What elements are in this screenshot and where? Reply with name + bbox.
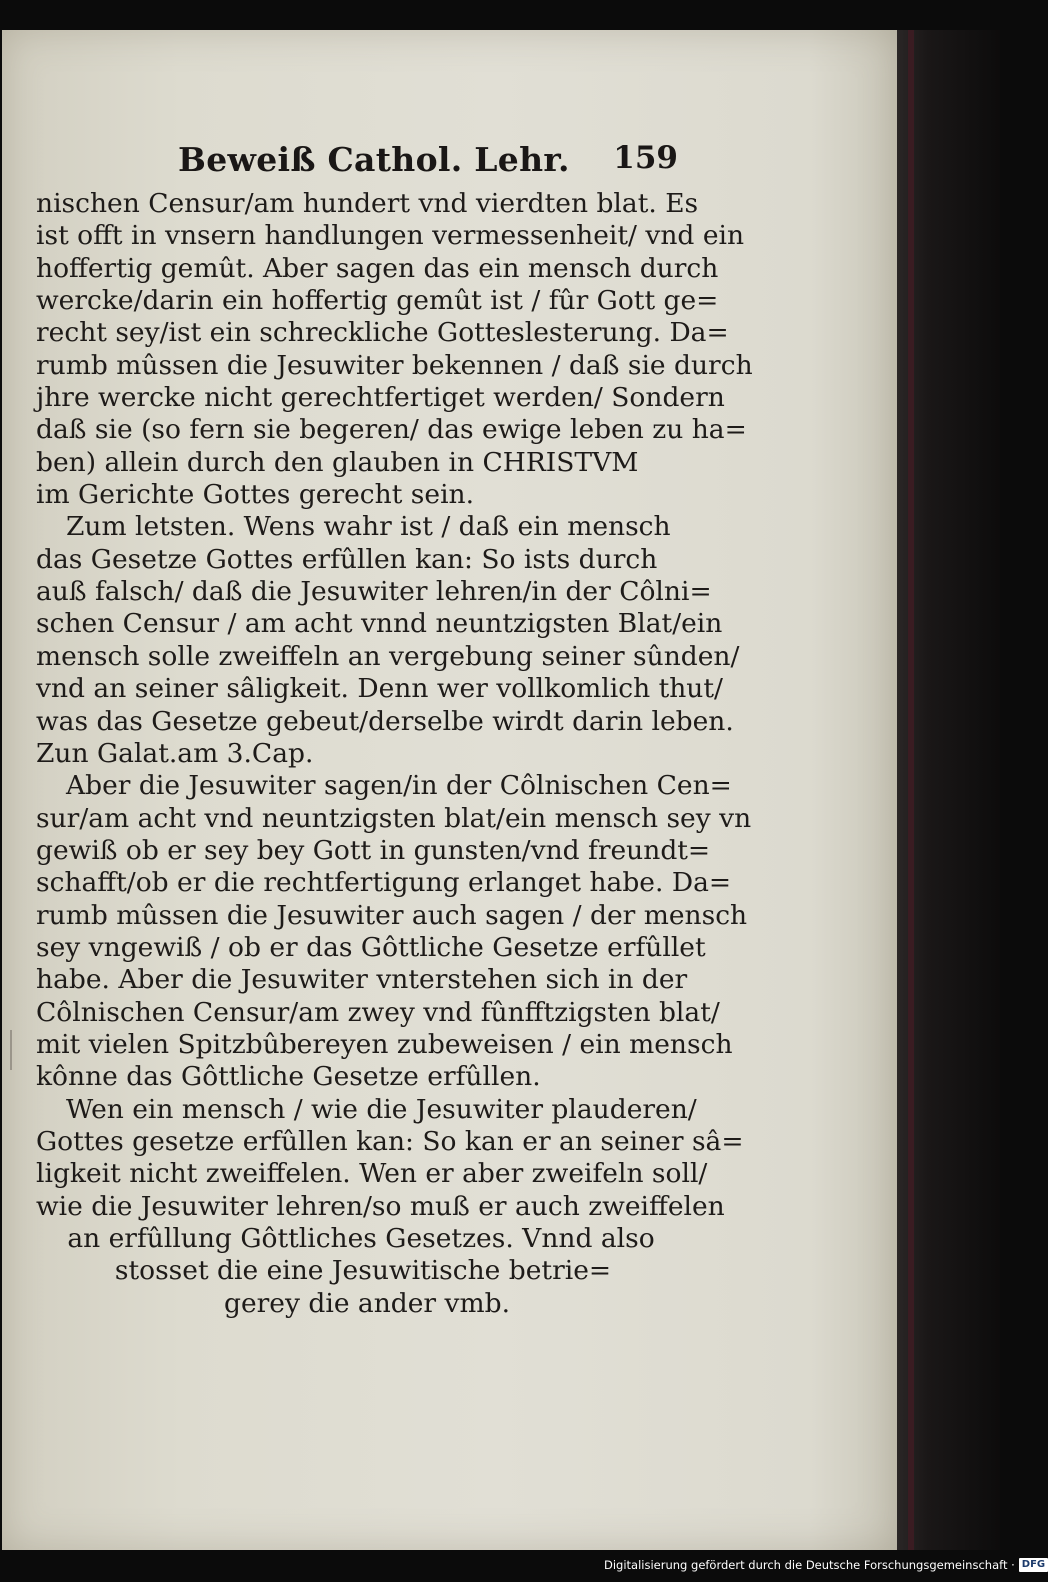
text-line: mit vielen Spitzbûbereyen zubeweisen / ein mensch [36, 1028, 733, 1060]
text-line: ist offt in vnsern handlungen vermessenheit/ vnd ein [36, 220, 745, 252]
digitization-footer [604, 1556, 1048, 1574]
text-line: kônne das Gôttliche Gesetze erfûllen. [36, 1061, 541, 1093]
text-line: habe. Aber die Jesuwiter vnterstehen sich in der [36, 964, 688, 996]
text-line: sey vngewiß / ob er das Gôttliche Gesetze erfûllet [36, 931, 706, 963]
text-line: schafft/ob er die rechtfertigung erlanget habe. Da= [36, 867, 732, 899]
text-line: daß sie (so fern sie begeren/ das ewige leben zu ha= [36, 414, 747, 446]
text-line: sur/am acht vnd neuntzigsten blat/ein mensch sey vn [36, 802, 752, 834]
running-head [178, 140, 678, 184]
text-line: wie die Jesuwiter lehren/so muß er auch zweiffelen [36, 1190, 725, 1222]
dfg-logo: DFG [1019, 1558, 1048, 1572]
text-line: mensch solle zweiffeln an vergebung seiner sûnden/ [36, 640, 740, 672]
text-line: auß falsch/ daß die Jesuwiter lehren/in der Côlni= [36, 576, 712, 608]
paragraph-start-line: Aber die Jesuwiter sagen/in der Côlnischen Cen= [66, 770, 732, 802]
text-line: ben) allein durch den glauben in CHRISTVM [36, 446, 639, 478]
margin-mark [10, 1030, 12, 1070]
text-line: rumb mûssen die Jesuwiter bekennen / daß sie durch [36, 349, 753, 381]
running-head-title: Beweiß Cathol. Lehr. [178, 140, 570, 179]
text-line: was das Gesetze gebeut/derselbe wirdt darin leben. [36, 705, 734, 737]
paragraph-start-line: Wen ein mensch / wie die Jesuwiter plauderen/ [66, 1093, 697, 1125]
text-line: gewiß ob er sey bey Gott in gunsten/vnd freundt= [36, 834, 711, 866]
text-line: Zun Galat.am 3.Cap. [36, 737, 314, 769]
tapered-line: an erfûllung Gôttliches Gesetzes. Vnnd also [67, 1223, 655, 1254]
text-line: recht sey/ist ein schreckliche Gotteslesterung. Da= [36, 317, 729, 349]
text-line: hoffertig gemût. Aber sagen das ein mensch durch [36, 252, 719, 284]
text-line: vnd an seiner sâligkeit. Denn wer vollkomlich thut/ [36, 673, 723, 705]
text-line: wercke/darin ein hoffertig gemût ist / fûr Gott ge= [36, 285, 719, 317]
tapered-line: stosset die eine Jesuwitische betrie= [114, 1255, 612, 1287]
text-line: das Gesetze Gottes erfûllen kan: So ists durch [36, 543, 658, 575]
tapered-line: gerey die ander vmb. [223, 1287, 511, 1319]
funding-credit: Digitalisierung gefördert durch die Deutsche Forschungsgemeinschaft · [604, 1558, 1015, 1572]
binding-edge [908, 30, 914, 1550]
text-line: Côlnischen Censur/am zwey vnd fûnfftzigsten blat/ [36, 996, 720, 1028]
text-line: rumb mûssen die Jesuwiter auch sagen / der mensch [36, 899, 748, 931]
text-line: Gottes gesetze erfûllen kan: So kan er an seiner sâ= [36, 1125, 744, 1157]
text-line: schen Censur / am acht vnnd neuntzigsten Blat/ein [36, 608, 723, 640]
text-line: nischen Censur/am hundert vnd vierdten blat. Es [36, 188, 699, 219]
page-number: 159 [613, 140, 678, 176]
text-line: im Gerichte Gottes gerecht sein. [36, 479, 475, 511]
text-line: ligkeit nicht zweiffelen. Wen er aber zweifeln soll/ [36, 1158, 708, 1190]
paragraph-start-line: Zum letsten. Wens wahr ist / daß ein mensch [66, 511, 671, 543]
text-line: jhre wercke nicht gerechtfertiget werden/ Sondern [36, 382, 725, 414]
body-text [36, 188, 753, 1320]
